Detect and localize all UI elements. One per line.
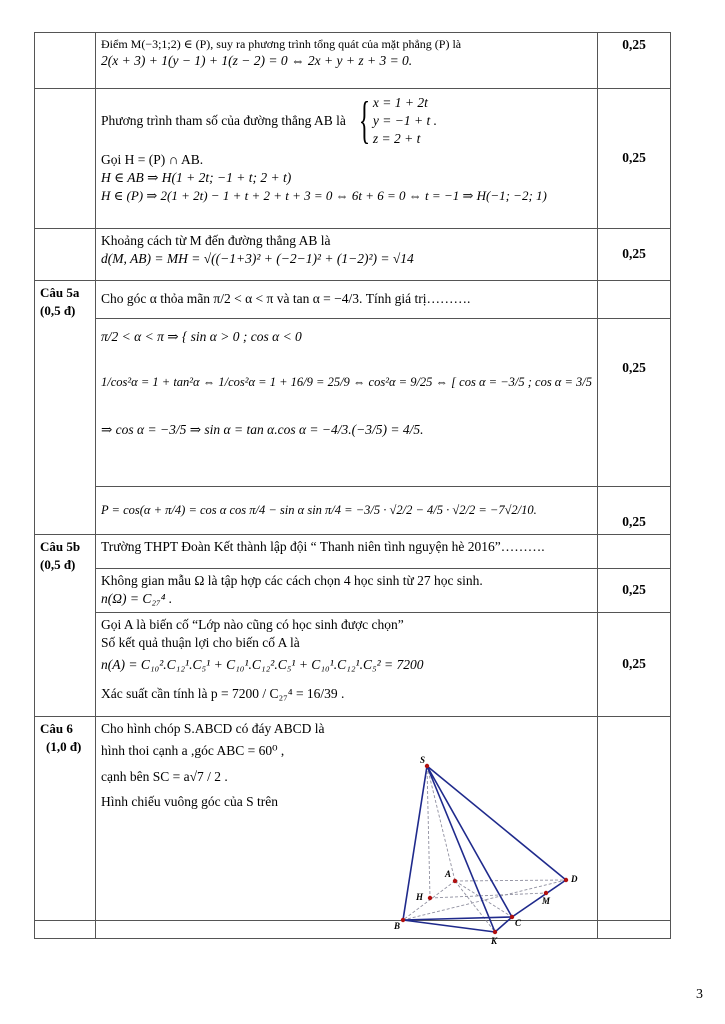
question-label: Câu 5b bbox=[40, 539, 81, 554]
table-row bbox=[35, 33, 671, 89]
text-line: Số kết quả thuận lợi cho biến cố A là bbox=[101, 635, 300, 651]
table-row bbox=[35, 319, 671, 487]
score-cell: 0,25 bbox=[598, 613, 671, 717]
math-line: 2(x + 3) + 1(y − 1) + 1(z − 2) = 0 ⇔ 2x + y + z + 3 = 0. bbox=[101, 53, 413, 69]
brace-glyph: { bbox=[358, 92, 371, 150]
content-cell bbox=[96, 89, 598, 229]
content-cell bbox=[96, 229, 598, 281]
point-M bbox=[544, 891, 548, 895]
edge-CD bbox=[512, 880, 566, 917]
page-number: 3 bbox=[696, 987, 703, 1002]
score-cell: 0,25 bbox=[598, 229, 671, 281]
math-line: 1/cos²α = 1 + tan²α ⇔ 1/cos²α = 1 + 16/9 = 25/9 ⇔ cos²α = 9/25 ⇔ [ cos α = −3/5 ; cos α = 3/5 bbox=[101, 375, 593, 390]
edge-BK bbox=[403, 920, 495, 932]
point-K bbox=[493, 930, 497, 934]
point-S bbox=[425, 764, 429, 768]
table-row bbox=[35, 569, 671, 613]
label-cell bbox=[35, 89, 96, 229]
content-cell bbox=[96, 281, 598, 319]
math-line: n(Ω) = C₂₇⁴ . bbox=[101, 591, 173, 607]
score-cell bbox=[598, 281, 671, 319]
table-row bbox=[35, 281, 671, 319]
hidden-edge-AK bbox=[455, 881, 495, 932]
point-C bbox=[510, 915, 514, 919]
math-line: d(M, AB) = MH = √((−1+3)² + (−2−1)² + (1−2)²) = √14 bbox=[101, 251, 414, 267]
math-line: H ∈ AB ⇒ H(1 + 2t; −1 + t; 2 + t) bbox=[101, 169, 292, 185]
question-label: Câu 5a bbox=[40, 285, 80, 300]
content-cell bbox=[96, 319, 598, 487]
score-cell: 0,25 bbox=[598, 569, 671, 613]
score-cell bbox=[598, 535, 671, 569]
math-line: x = 1 + 2t bbox=[372, 95, 428, 110]
math-line: P = cos(α + π/4) = cos α cos π/4 − sin α sin π/4 = −3/5 · √2/2 − 4/5 · √2/2 = −7√2/10. bbox=[101, 503, 537, 518]
points-label: (0,5 đ) bbox=[40, 302, 76, 318]
text-line: Khoảng cách từ M đến đường thẳng AB là bbox=[101, 233, 331, 248]
label-K: K bbox=[491, 936, 498, 946]
score-cell bbox=[598, 717, 671, 921]
text-line: Cho hình chóp S.ABCD có đáy ABCD là bbox=[101, 721, 325, 736]
score-cell: 0,25 bbox=[598, 89, 671, 229]
points bbox=[401, 764, 568, 934]
table-row bbox=[35, 89, 671, 229]
label-cell bbox=[35, 535, 96, 717]
score-cell bbox=[598, 921, 671, 939]
parametric-block bbox=[101, 94, 592, 149]
label-M: M bbox=[542, 896, 551, 906]
hidden-edge-AB bbox=[403, 881, 455, 920]
content-cell bbox=[96, 613, 598, 717]
score-cell: 0,25 bbox=[598, 487, 671, 535]
question-text: Cho góc α thỏa mãn π/2 < α < π và tan α = −4/3. Tính giá trị………. bbox=[101, 291, 471, 307]
math-line: ⇒ cos α = −3/5 ⇒ sin α = tan α.cos α = −4/3.(−3/5) = 4/5. bbox=[101, 422, 424, 438]
text-line: hình thoi cạnh a ,góc ABC = 60⁰ , bbox=[101, 743, 285, 759]
content-cell bbox=[96, 487, 598, 535]
content-cell bbox=[96, 569, 598, 613]
label-cell bbox=[35, 717, 96, 921]
point-D bbox=[564, 878, 568, 882]
hidden-edge-AC bbox=[455, 881, 512, 917]
system-lines bbox=[373, 94, 437, 149]
edge-SD bbox=[427, 766, 566, 880]
text-line: Phương trình tham số của đường thẳng AB là bbox=[101, 113, 346, 129]
table-row bbox=[35, 229, 671, 281]
edge-KC bbox=[495, 917, 512, 932]
text-line: cạnh bên SC = a√7 / 2 . bbox=[101, 769, 228, 785]
table-row bbox=[35, 535, 671, 569]
point-H bbox=[428, 896, 432, 900]
pyramid-figure bbox=[392, 752, 592, 947]
label-S: S bbox=[420, 755, 426, 765]
text-line: Hình chiếu vuông góc của S trên bbox=[101, 793, 278, 809]
edge-SK bbox=[427, 766, 495, 932]
label-cell bbox=[35, 921, 96, 939]
edge-SB bbox=[403, 766, 427, 920]
point-A bbox=[453, 879, 457, 883]
label-cell bbox=[35, 33, 96, 89]
points-label: (1,0 đ) bbox=[46, 738, 82, 754]
text-line: Gọi H = (P) ∩ AB. bbox=[101, 151, 204, 167]
label-D: D bbox=[571, 874, 578, 884]
text-line: Gọi A là biến cố “Lớp nào cũng có học sinh được chọn” bbox=[101, 617, 404, 632]
text-line: Điểm M(−3;1;2) ∈ (P), suy ra phương trình tổng quát của mặt phẳng (P) là bbox=[101, 37, 462, 51]
label-C: C bbox=[515, 918, 522, 928]
label-B: B bbox=[394, 921, 401, 931]
label-cell bbox=[35, 229, 96, 281]
question-label: Câu 6 bbox=[40, 721, 73, 736]
math-line: π/2 < α < π ⇒ { sin α > 0 ; cos α < 0 bbox=[101, 329, 302, 344]
math-line: H ∈ (P) ⇒ 2(1 + 2t) − 1 + t + 2 + t + 3 = 0 ⇔ 6t + 6 = 0 ⇔ t = −1 ⇒ H(−1; −2; 1) bbox=[101, 188, 547, 204]
math-line: y = −1 + t . bbox=[372, 113, 437, 129]
content-cell bbox=[96, 535, 598, 569]
visible-edges bbox=[403, 766, 566, 932]
score-cell: 0,25 bbox=[598, 319, 671, 487]
hidden-edge-AD bbox=[455, 880, 566, 881]
table-row bbox=[35, 487, 671, 535]
text-line: Xác suất cần tính là p = 7200 / C₂₇⁴ = 16/39 . bbox=[101, 685, 345, 701]
question-text: Trường THPT Đoàn Kết thành lập đội “ Thanh niên tình nguyện hè 2016”………. bbox=[101, 539, 545, 554]
hidden-edge-SH bbox=[427, 766, 430, 898]
math-line: n(A) = C₁₀².C₁₂¹.C₅¹ + C₁₀¹.C₁₂².C₅¹ + C₁₀¹.C₁₂¹.C₅² = 7200 bbox=[101, 657, 424, 673]
label-cell bbox=[35, 281, 96, 535]
score-cell: 0,25 bbox=[598, 33, 671, 89]
points-label: (0,5 đ) bbox=[40, 556, 76, 572]
edge-SC bbox=[427, 766, 512, 917]
table-row bbox=[35, 613, 671, 717]
text-line: Không gian mẫu Ω là tập hợp các cách chọn 4 học sinh từ 27 học sinh. bbox=[101, 573, 483, 588]
label-A: A bbox=[445, 869, 452, 879]
label-H: H bbox=[416, 892, 424, 902]
math-line: z = 2 + t bbox=[372, 131, 421, 147]
content-cell bbox=[96, 33, 598, 89]
point-B bbox=[401, 918, 405, 922]
hidden-edge-HM bbox=[430, 893, 546, 898]
edge-BC bbox=[403, 917, 512, 920]
